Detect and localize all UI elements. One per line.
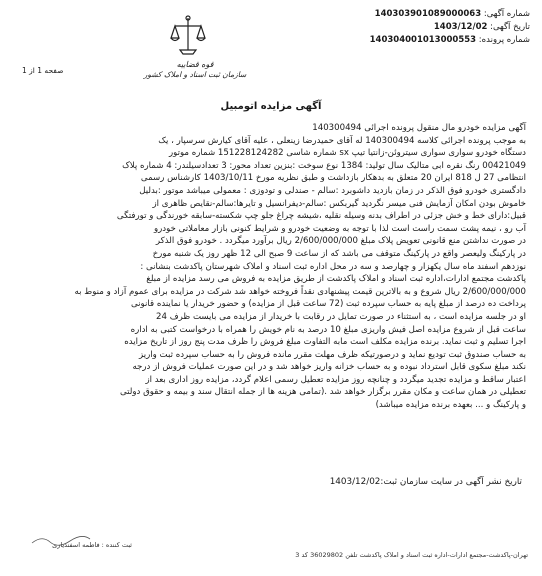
- case-number-row: [370, 34, 530, 47]
- body-line: آگهی مزایده خودرو مال منقول پرونده اجرائی 140300494: [312, 123, 526, 133]
- publish-date-line: تاریخ نشر آگهی در سایت سازمان ثبت:1403/12/02: [329, 477, 522, 487]
- body-line: تعطیلی در همان ساعت و مکان مقرر برگزار خواهد شد .(تمامی هزینه ها از جمله انتقال سند و بیمه و حقوق دولتی: [120, 387, 526, 398]
- body-line: و پارکینگ و ... بعهده برنده مزایده میباشد): [375, 400, 526, 411]
- body-line: پرداخت ده درصد از مبلغ پایه به حساب سپرده ثبت (72 ساعت قبل از مزایده) و حضور خریدار یا نماینده قانونی: [130, 299, 526, 310]
- body-line: 2/600/000/000 ریال شروع و به بالاترین قیمت پیشنهادی نقداً فروخته خواهد شد شرکت در مزایده برای عموم آزاد و منوط به: [74, 286, 526, 297]
- body-line: دستگاه خودرو سواری سواری سیتروئن-زانتیا تیپ sx شماره شاسی 151228124282 شماره موتور: [168, 148, 526, 159]
- notice-number-row: [370, 8, 530, 21]
- case-number-label: شماره پرونده:: [478, 35, 530, 45]
- organization-name: [140, 60, 250, 80]
- document-title: آگهی مزایده اتومبیل: [220, 101, 322, 112]
- notice-date: 1403/12/02: [433, 22, 488, 32]
- notice-number: 140303901089000063: [374, 9, 482, 19]
- notice-date-row: [370, 21, 530, 34]
- body-line: انتظامی 27 ل 818 ایران 20 متعلق به بدهکار بازداشت و طبق نظریه مورخ 1403/10/11 کارشناس رسمی: [140, 173, 526, 184]
- body-line: ساعت قبل از شروع مزایده اصل فیش واریزی مبلغ 10 درصد به نام خویش را همراه با درخواست کتبی به اداره: [130, 324, 526, 335]
- body-line: پاکدشت مجتمع ادارات،اداره ثبت اسناد و املاک پاکدشت از طریق مزایده به فروش می رسد مزایده از مبلغ: [146, 274, 526, 285]
- org-line-judiciary: قوه قضاییه: [176, 60, 214, 69]
- body-line: 00421049 رنگ نقره ابی متالیک سال تولید: 1384 نوع سوخت :بنزین تعداد محور: 3 تعدادسیلندر: 4 شماره پلاک: [122, 160, 526, 171]
- org-line-registry: سازمان ثبت اسناد و املاک کشور: [143, 70, 247, 79]
- body-line: خاموش بودن امکان آزمایش فنی میسر نگردید گیربکس :سالم-دیفرانسیل و تایرها:سالم-نقایص ظاهری از: [152, 198, 526, 209]
- body-line: به حساب صندوق ثبت تودیع نماید و درصورتیکه ظرف مهلت مقرر مانده فروش را به حساب سپرده ثبت واریز: [139, 349, 526, 360]
- body-line: اجرا تسلیم و ثبت نماید. برنده مزایده مکلف است مابه التفاوت مبلغ فروش را ظرف مدت پنج روز از تاریخ مزایده: [124, 337, 526, 348]
- notice-date-label: تاریخ آگهی:: [490, 22, 530, 32]
- body-line: اعتبار ساقط و مزایده تجدید میگردد و چنانچه روز مزایده تعطیل رسمی اعلام گردد، مزایده روز اداری بعد از: [145, 374, 526, 385]
- page-indicator: صفحه 1 از 1: [22, 66, 64, 75]
- footer-address: تهران-پاکدشت-مجتمع ادارات-اداره ثبت اسناد و املاک پاکدشت تلفن 36029802 کد 3: [295, 551, 528, 559]
- body-line: نوزدهم اسفند ماه سال یکهزار و چهارصد و سه در محل اداره ثبت اسناد و املاک شهرستان پاکدشت بنشانی :: [140, 261, 526, 272]
- notice-number-label: شماره آگهی:: [483, 9, 530, 19]
- notice-metadata: [370, 8, 530, 47]
- body-line: نکند مبلغ سکوی قابل استرداد نبوده و به حساب خزانه واریز خواهد شد و در این صورت عملیات فروش از درجه: [132, 362, 526, 373]
- notice-body: [20, 122, 526, 412]
- case-number: 140304001013000553: [369, 35, 477, 45]
- judiciary-emblem-icon: [168, 14, 208, 56]
- body-line: در پارکینگ ولیعصر واقع در پارکینگ متوقف می باشد که از ساعت 9 صبح الی 12 ظهر روز یک شنبه مورخ: [152, 248, 526, 259]
- body-line: دادگستری خودرو فوق الذکر در زمان بازدید داشوبرد :سالم - صندلی و تودوزی : معمولی میباشد موتور :بدلیل: [139, 185, 526, 196]
- body-line: او در جلسه مزایده است ، به استثناء در صورت تمایل در رقابت با خریدار از مزایده می بایست ظرف 24: [156, 311, 526, 322]
- body-line: آب رو ، نیمه پشت سمت راست است لذا با توجه به وضعیت خودرو و شرایط کنونی بازار معاملاتی خودرو: [153, 223, 526, 234]
- body-line: قبیل:دارای خط و خش جزئی در اطراف بدنه وسیله نقلیه ،شیشه چراغ جلو چپ شکسته-سابقه خورندگی و تورفتگی: [116, 211, 526, 222]
- body-line: به موجب پرونده اجرائی کلاسه 140300494 له آقای حمیدرضا زینعلی ، علیه آقای کیارش سرسپار ، یک: [158, 135, 526, 146]
- signer-line: ثبت کننده : فاطمه اسفندیاری: [52, 541, 132, 549]
- body-line: در صورت نداشتن منع قانونی تعویض پلاک مبلغ 2/600/000/000 ریال برآورد میگردد . خودرو فوق الذکر: [155, 236, 526, 247]
